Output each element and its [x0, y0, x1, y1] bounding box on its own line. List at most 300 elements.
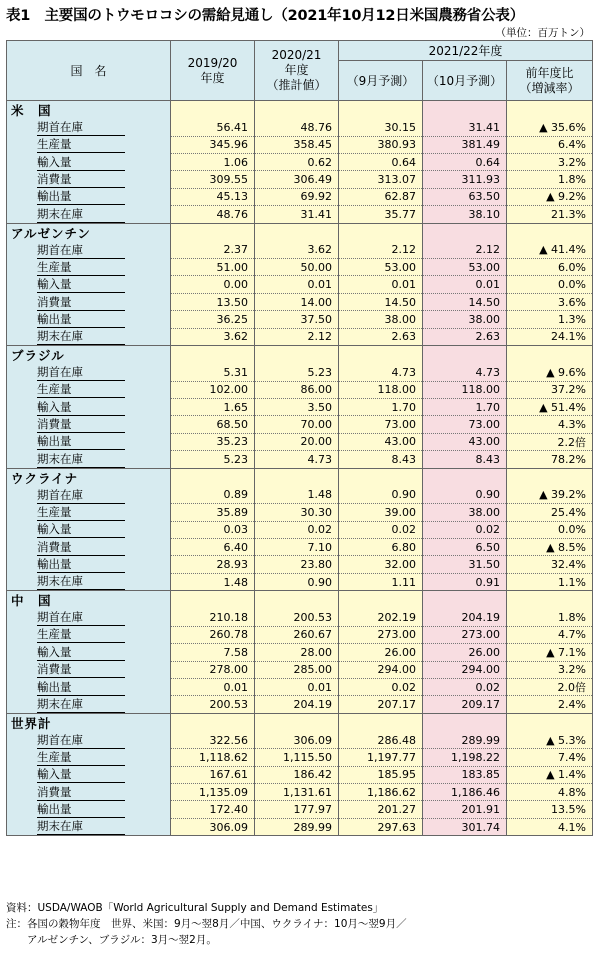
- value-cell: 2.12: [255, 328, 339, 346]
- row-label: [7, 153, 171, 170]
- value-cell: 45.13: [171, 188, 255, 205]
- value-cell: 6.0%: [507, 259, 593, 276]
- row-label: [7, 573, 171, 591]
- value-cell: 209.17: [423, 696, 507, 714]
- table-row: [7, 609, 593, 626]
- value-cell: 14.00: [255, 293, 339, 310]
- value-cell: 201.91: [423, 801, 507, 818]
- table-row: [7, 276, 593, 293]
- value-cell: 1,198.22: [423, 749, 507, 766]
- row-label: [7, 259, 171, 276]
- row-label: [7, 661, 171, 678]
- value-cell: ▲ 9.6%: [507, 364, 593, 381]
- value-cell: 7.58: [171, 644, 255, 661]
- value-cell: 278.00: [171, 661, 255, 678]
- country-row: [7, 591, 593, 610]
- value-cell: 167.61: [171, 766, 255, 783]
- crop-year-note: 注：各国の穀物年度 世界、米国：9月～翌8月／中国、ウクライナ：10月～翌9月／: [6, 918, 407, 930]
- row-label-text: 期末在庫: [37, 818, 125, 835]
- value-cell: 1,131.61: [255, 784, 339, 801]
- row-label-text: 輸出量: [37, 801, 125, 818]
- empty-cell: [507, 591, 593, 610]
- row-label-text: 輸入量: [37, 154, 125, 171]
- row-label-text: 消費量: [37, 171, 125, 188]
- value-cell: 28.00: [255, 644, 339, 661]
- value-cell: 86.00: [255, 381, 339, 398]
- value-cell: 38.00: [339, 311, 423, 328]
- value-cell: 200.53: [255, 609, 339, 626]
- value-cell: 3.2%: [507, 153, 593, 170]
- value-cell: 207.17: [339, 696, 423, 714]
- row-label-text: 期末在庫: [37, 573, 125, 590]
- value-cell: 102.00: [171, 381, 255, 398]
- value-cell: 6.40: [171, 538, 255, 555]
- value-cell: 1.8%: [507, 171, 593, 188]
- value-cell: 21.3%: [507, 206, 593, 224]
- country-name: 米 国: [7, 101, 171, 120]
- row-label-text: 生産量: [37, 626, 125, 643]
- row-label-text: 生産量: [37, 136, 125, 153]
- value-cell: ▲ 5.3%: [507, 732, 593, 749]
- value-cell: 260.78: [171, 626, 255, 643]
- value-cell: 25.4%: [507, 504, 593, 521]
- value-cell: 289.99: [255, 818, 339, 836]
- value-cell: 43.00: [423, 433, 507, 450]
- table-row: [7, 644, 593, 661]
- value-cell: 0.01: [255, 678, 339, 695]
- empty-cell: [339, 346, 423, 365]
- crop-year-note-cont: アルゼンチン、ブラジル：3月～翌2月。: [6, 934, 217, 946]
- table-row: [7, 364, 593, 381]
- value-cell: 2.4%: [507, 696, 593, 714]
- value-cell: 1.48: [255, 487, 339, 504]
- value-cell: 7.10: [255, 538, 339, 555]
- table-row: [7, 328, 593, 346]
- value-cell: 35.23: [171, 433, 255, 450]
- value-cell: 13.5%: [507, 801, 593, 818]
- value-cell: 0.62: [255, 153, 339, 170]
- table-row: [7, 399, 593, 416]
- header-yoy-change: 前年度比 （増減率）: [507, 61, 593, 101]
- row-label: [7, 678, 171, 695]
- row-label-text: 輸入量: [37, 399, 125, 416]
- row-label: [7, 644, 171, 661]
- value-cell: ▲ 51.4%: [507, 399, 593, 416]
- empty-cell: [423, 591, 507, 610]
- value-cell: 35.77: [339, 206, 423, 224]
- value-cell: 0.0%: [507, 276, 593, 293]
- country-name: 世界計: [7, 713, 171, 732]
- value-cell: 322.56: [171, 732, 255, 749]
- empty-cell: [171, 713, 255, 732]
- empty-cell: [423, 713, 507, 732]
- row-label: [7, 801, 171, 818]
- table-title: 表1 主要国のトウモロコシの需給見通し（2021年10月12日米国農務省公表）: [6, 8, 524, 24]
- row-label: [7, 188, 171, 205]
- country-row: [7, 101, 593, 120]
- table-row: [7, 381, 593, 398]
- value-cell: 56.41: [171, 119, 255, 136]
- value-cell: 200.53: [171, 696, 255, 714]
- value-cell: 306.49: [255, 171, 339, 188]
- row-label: [7, 311, 171, 328]
- row-label-text: 期末在庫: [37, 328, 125, 345]
- row-label-text: 期首在庫: [37, 119, 125, 136]
- value-cell: 14.50: [423, 293, 507, 310]
- table-row: [7, 119, 593, 136]
- value-cell: 4.8%: [507, 784, 593, 801]
- value-cell: 2.0倍: [507, 678, 593, 695]
- value-cell: 0.02: [423, 521, 507, 538]
- value-cell: 2.63: [339, 328, 423, 346]
- notes: [6, 900, 407, 948]
- table-row: [7, 487, 593, 504]
- value-cell: 20.00: [255, 433, 339, 450]
- value-cell: ▲ 9.2%: [507, 188, 593, 205]
- value-cell: 0.01: [255, 276, 339, 293]
- value-cell: ▲ 41.4%: [507, 242, 593, 259]
- value-cell: 0.91: [423, 573, 507, 591]
- table-row: [7, 293, 593, 310]
- table-row: [7, 749, 593, 766]
- row-label-text: 消費量: [37, 784, 125, 801]
- header-2019-20: 2019/20 年度: [171, 41, 255, 101]
- row-label-text: 期首在庫: [37, 364, 125, 381]
- value-cell: 1,186.62: [339, 784, 423, 801]
- source-note: 資料：USDA/WAOB「World Agricultural Supply and Demand Estimates」: [6, 902, 384, 914]
- table-row: [7, 556, 593, 573]
- value-cell: 1.70: [339, 399, 423, 416]
- table-row: [7, 433, 593, 450]
- value-cell: 30.15: [339, 119, 423, 136]
- value-cell: 0.89: [171, 487, 255, 504]
- value-cell: 294.00: [339, 661, 423, 678]
- value-cell: 8.43: [339, 451, 423, 469]
- value-cell: 201.27: [339, 801, 423, 818]
- header-country: 国 名: [7, 41, 171, 101]
- row-label: [7, 242, 171, 259]
- row-label: [7, 206, 171, 224]
- table-row: [7, 661, 593, 678]
- row-label-text: 生産量: [37, 749, 125, 766]
- table-row: [7, 416, 593, 433]
- empty-cell: [339, 591, 423, 610]
- country-name: ウクライナ: [7, 468, 171, 487]
- value-cell: 63.50: [423, 188, 507, 205]
- value-cell: 4.1%: [507, 818, 593, 836]
- value-cell: 35.89: [171, 504, 255, 521]
- value-cell: 3.62: [255, 242, 339, 259]
- value-cell: 14.50: [339, 293, 423, 310]
- country-row: [7, 346, 593, 365]
- value-cell: 3.2%: [507, 661, 593, 678]
- row-label: [7, 749, 171, 766]
- row-label-text: 生産量: [37, 381, 125, 398]
- row-label: [7, 328, 171, 346]
- value-cell: 177.97: [255, 801, 339, 818]
- value-cell: 1.48: [171, 573, 255, 591]
- row-label-text: 輸入量: [37, 276, 125, 293]
- value-cell: 313.07: [339, 171, 423, 188]
- value-cell: 26.00: [423, 644, 507, 661]
- value-cell: 0.03: [171, 521, 255, 538]
- row-label-text: 期首在庫: [37, 609, 125, 626]
- row-label: [7, 416, 171, 433]
- table-row: [7, 521, 593, 538]
- row-label-text: 輸出量: [37, 433, 125, 450]
- empty-cell: [255, 346, 339, 365]
- value-cell: ▲ 8.5%: [507, 538, 593, 555]
- empty-cell: [507, 468, 593, 487]
- table-row: [7, 732, 593, 749]
- row-label: [7, 556, 171, 573]
- empty-cell: [255, 101, 339, 120]
- header-oct-forecast: （10月予測）: [423, 61, 507, 101]
- country-name: アルゼンチン: [7, 223, 171, 242]
- value-cell: 2.12: [339, 242, 423, 259]
- value-cell: 183.85: [423, 766, 507, 783]
- value-cell: 0.0%: [507, 521, 593, 538]
- row-label-text: 輸出量: [37, 556, 125, 573]
- value-cell: 5.23: [255, 364, 339, 381]
- row-label: [7, 136, 171, 153]
- value-cell: 210.18: [171, 609, 255, 626]
- value-cell: 1.11: [339, 573, 423, 591]
- row-label: [7, 732, 171, 749]
- value-cell: 68.50: [171, 416, 255, 433]
- value-cell: 50.00: [255, 259, 339, 276]
- value-cell: 297.63: [339, 818, 423, 836]
- value-cell: 0.90: [255, 573, 339, 591]
- value-cell: ▲ 1.4%: [507, 766, 593, 783]
- table-row: [7, 259, 593, 276]
- value-cell: 31.41: [255, 206, 339, 224]
- supply-demand-table: [6, 40, 593, 836]
- empty-cell: [171, 223, 255, 242]
- value-cell: 37.2%: [507, 381, 593, 398]
- value-cell: 204.19: [423, 609, 507, 626]
- value-cell: 3.62: [171, 328, 255, 346]
- value-cell: ▲ 7.1%: [507, 644, 593, 661]
- value-cell: 1.3%: [507, 311, 593, 328]
- value-cell: 118.00: [423, 381, 507, 398]
- value-cell: 39.00: [339, 504, 423, 521]
- value-cell: 8.43: [423, 451, 507, 469]
- table-row: [7, 678, 593, 695]
- value-cell: 24.1%: [507, 328, 593, 346]
- value-cell: 311.93: [423, 171, 507, 188]
- empty-cell: [423, 223, 507, 242]
- country-name: ブラジル: [7, 346, 171, 365]
- row-label: [7, 364, 171, 381]
- value-cell: 2.12: [423, 242, 507, 259]
- row-label: [7, 504, 171, 521]
- value-cell: 13.50: [171, 293, 255, 310]
- value-cell: 285.00: [255, 661, 339, 678]
- value-cell: 78.2%: [507, 451, 593, 469]
- value-cell: 286.48: [339, 732, 423, 749]
- value-cell: 36.25: [171, 311, 255, 328]
- value-cell: 358.45: [255, 136, 339, 153]
- table-row: [7, 573, 593, 591]
- row-label: [7, 521, 171, 538]
- table-row: [7, 766, 593, 783]
- value-cell: 53.00: [423, 259, 507, 276]
- value-cell: 172.40: [171, 801, 255, 818]
- value-cell: 5.31: [171, 364, 255, 381]
- row-label: [7, 293, 171, 310]
- empty-cell: [255, 713, 339, 732]
- unit-label: （単位：百万トン）: [495, 27, 590, 39]
- value-cell: 31.41: [423, 119, 507, 136]
- row-label-text: 消費量: [37, 294, 125, 311]
- value-cell: 380.93: [339, 136, 423, 153]
- country-name: 中 国: [7, 591, 171, 610]
- value-cell: 1,115.50: [255, 749, 339, 766]
- row-label-text: 消費量: [37, 661, 125, 678]
- value-cell: 118.00: [339, 381, 423, 398]
- value-cell: 273.00: [339, 626, 423, 643]
- value-cell: 51.00: [171, 259, 255, 276]
- empty-cell: [339, 101, 423, 120]
- value-cell: 294.00: [423, 661, 507, 678]
- table-row: [7, 153, 593, 170]
- row-label: [7, 276, 171, 293]
- empty-cell: [171, 346, 255, 365]
- table-row: [7, 311, 593, 328]
- value-cell: 1.06: [171, 153, 255, 170]
- value-cell: 0.90: [423, 487, 507, 504]
- value-cell: 4.73: [423, 364, 507, 381]
- row-label-text: 期首在庫: [37, 732, 125, 749]
- row-label: [7, 784, 171, 801]
- empty-cell: [255, 591, 339, 610]
- value-cell: 6.80: [339, 538, 423, 555]
- value-cell: 260.67: [255, 626, 339, 643]
- table-row: [7, 538, 593, 555]
- value-cell: ▲ 39.2%: [507, 487, 593, 504]
- value-cell: 301.74: [423, 818, 507, 836]
- value-cell: 48.76: [255, 119, 339, 136]
- table-row: [7, 818, 593, 836]
- empty-cell: [507, 223, 593, 242]
- value-cell: 289.99: [423, 732, 507, 749]
- value-cell: 186.42: [255, 766, 339, 783]
- value-cell: 38.00: [423, 504, 507, 521]
- row-label: [7, 609, 171, 626]
- row-label-text: 輸入量: [37, 521, 125, 538]
- table-row: [7, 504, 593, 521]
- table-row: [7, 451, 593, 469]
- value-cell: 1,135.09: [171, 784, 255, 801]
- row-label: [7, 399, 171, 416]
- row-label-text: 生産量: [37, 504, 125, 521]
- value-cell: 204.19: [255, 696, 339, 714]
- table-row: [7, 188, 593, 205]
- value-cell: 30.30: [255, 504, 339, 521]
- value-cell: 5.23: [171, 451, 255, 469]
- empty-cell: [171, 591, 255, 610]
- header-2021-22-group: 2021/22年度: [339, 41, 593, 61]
- row-label-text: 輸出量: [37, 188, 125, 205]
- row-label: [7, 538, 171, 555]
- empty-cell: [423, 468, 507, 487]
- row-label-text: 消費量: [37, 416, 125, 433]
- row-label: [7, 818, 171, 836]
- empty-cell: [507, 101, 593, 120]
- value-cell: 0.01: [171, 678, 255, 695]
- row-label-text: 期末在庫: [37, 451, 125, 468]
- value-cell: 1,186.46: [423, 784, 507, 801]
- value-cell: 3.50: [255, 399, 339, 416]
- value-cell: 1,197.77: [339, 749, 423, 766]
- row-label: [7, 696, 171, 714]
- value-cell: 0.02: [255, 521, 339, 538]
- value-cell: 38.00: [423, 311, 507, 328]
- row-label: [7, 381, 171, 398]
- row-label: [7, 433, 171, 450]
- value-cell: 70.00: [255, 416, 339, 433]
- value-cell: 309.55: [171, 171, 255, 188]
- empty-cell: [339, 468, 423, 487]
- row-label-text: 輸入量: [37, 766, 125, 783]
- row-label-text: 期首在庫: [37, 242, 125, 259]
- value-cell: 6.4%: [507, 136, 593, 153]
- value-cell: 0.01: [423, 276, 507, 293]
- value-cell: 381.49: [423, 136, 507, 153]
- value-cell: 0.02: [339, 521, 423, 538]
- table-row: [7, 242, 593, 259]
- table-row: [7, 171, 593, 188]
- value-cell: 273.00: [423, 626, 507, 643]
- value-cell: 28.93: [171, 556, 255, 573]
- value-cell: 0.90: [339, 487, 423, 504]
- value-cell: 345.96: [171, 136, 255, 153]
- value-cell: 202.19: [339, 609, 423, 626]
- value-cell: 1,118.62: [171, 749, 255, 766]
- value-cell: 38.10: [423, 206, 507, 224]
- table-row: [7, 206, 593, 224]
- country-row: [7, 713, 593, 732]
- value-cell: 0.00: [171, 276, 255, 293]
- value-cell: 43.00: [339, 433, 423, 450]
- row-label: [7, 766, 171, 783]
- value-cell: 1.1%: [507, 573, 593, 591]
- table-row: [7, 626, 593, 643]
- value-cell: 73.00: [423, 416, 507, 433]
- empty-cell: [339, 223, 423, 242]
- empty-cell: [171, 101, 255, 120]
- value-cell: 1.8%: [507, 609, 593, 626]
- country-row: [7, 468, 593, 487]
- header-2020-21: 2020/21 年度 （推計値）: [255, 41, 339, 101]
- table-body: [7, 101, 593, 836]
- value-cell: 306.09: [255, 732, 339, 749]
- empty-cell: [339, 713, 423, 732]
- value-cell: 73.00: [339, 416, 423, 433]
- value-cell: 306.09: [171, 818, 255, 836]
- value-cell: 48.76: [171, 206, 255, 224]
- row-label-text: 輸入量: [37, 644, 125, 661]
- value-cell: 7.4%: [507, 749, 593, 766]
- value-cell: 23.80: [255, 556, 339, 573]
- row-label: [7, 171, 171, 188]
- value-cell: 0.64: [423, 153, 507, 170]
- value-cell: 3.6%: [507, 293, 593, 310]
- value-cell: 2.63: [423, 328, 507, 346]
- value-cell: 31.50: [423, 556, 507, 573]
- value-cell: 0.02: [339, 678, 423, 695]
